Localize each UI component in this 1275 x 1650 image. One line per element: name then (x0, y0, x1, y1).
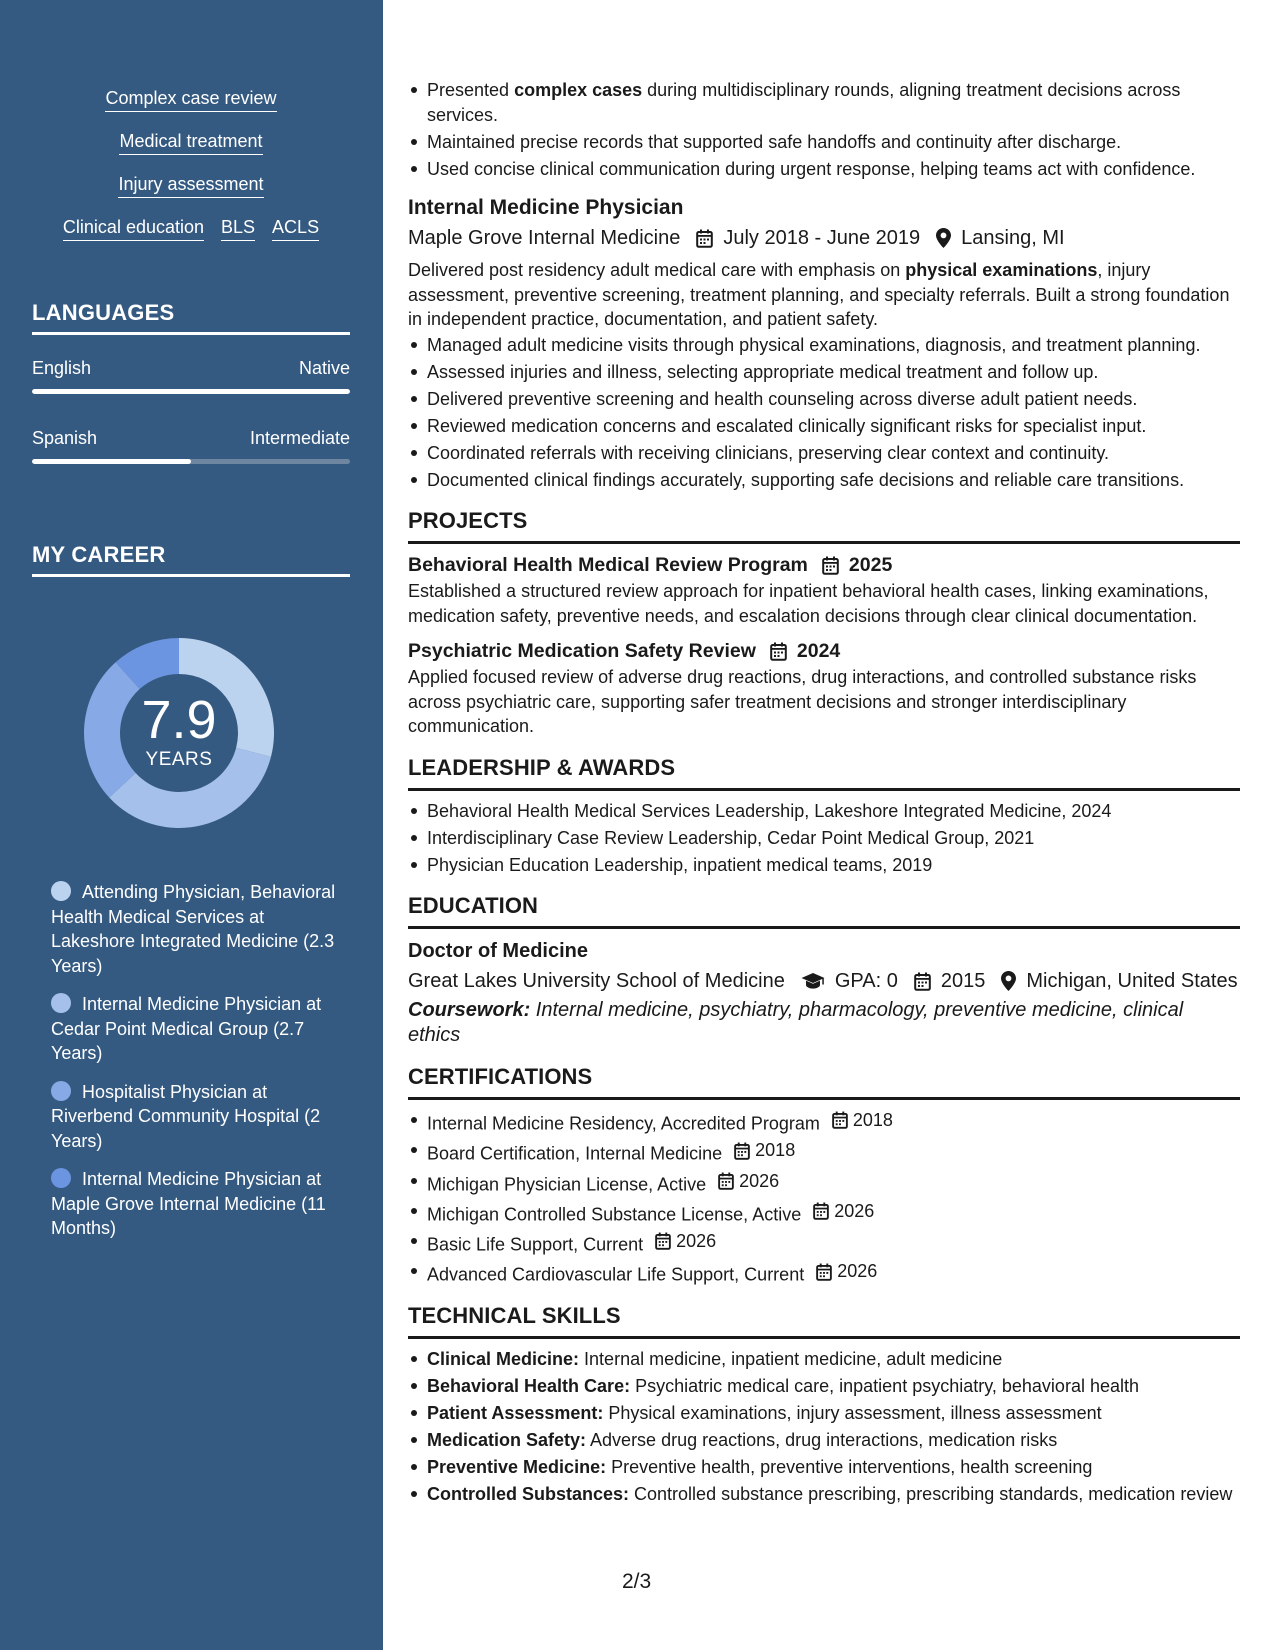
bullet-item: Maintained precise records that supported safe handoffs and continuity after discharge. (408, 130, 1240, 155)
award-item: Behavioral Health Medical Services Leadership, Lakeshore Integrated Medicine, 2024 (408, 799, 1240, 824)
skill-item: Clinical Medicine: Internal medicine, inpatient medicine, adult medicine (408, 1347, 1240, 1372)
career-total (66, 620, 292, 846)
career-total-value: 7.9 (141, 690, 217, 750)
graduation-cap-icon (801, 972, 825, 990)
awards-heading: LEADERSHIP & AWARDS (408, 754, 1240, 791)
language-row (32, 428, 350, 449)
school-name: Great Lakes University School of Medicine (408, 970, 785, 992)
career-item (51, 880, 341, 978)
certification-item: Basic Life Support, Current 2026 (408, 1229, 1240, 1257)
skill-item: Preventive Medicine: Preventive health, preventive interventions, health screening (408, 1455, 1240, 1480)
project-item (408, 638, 1240, 739)
projects-heading: PROJECTS (408, 507, 1240, 544)
career-list (51, 880, 341, 1255)
bullet-item: Managed adult medicine visits through physical examinations, diagnosis, and treatment planning. (408, 333, 1240, 358)
awards-list (408, 799, 1240, 878)
award-item: Interdisciplinary Case Review Leadership, Cedar Point Medical Group, 2021 (408, 826, 1240, 851)
bullet-item: Delivered preventive screening and health counseling across diverse adult patient needs. (408, 387, 1240, 412)
skill-item: Patient Assessment: Physical examinations, injury assessment, illness assessment (408, 1401, 1240, 1426)
location-pin-icon (1001, 971, 1016, 991)
certification-item: Internal Medicine Residency, Accredited Program 2018 (408, 1108, 1240, 1136)
skill-tag: Injury assessment (118, 172, 263, 198)
career-dot (51, 881, 71, 901)
language-name: English (32, 358, 92, 378)
language-proficiency-bar (32, 459, 350, 464)
project-year: 2024 (796, 640, 841, 662)
career-dot (51, 1081, 71, 1101)
page-number: 2/3 (622, 1570, 652, 1593)
skill-item: Medication Safety: Adverse drug reactions, drug interactions, medication risks (408, 1428, 1240, 1453)
education-meta (408, 966, 1240, 996)
skill-item: Controlled Substances: Controlled substance prescribing, prescribing standards, medication review (408, 1482, 1240, 1507)
language-proficiency-bar (32, 389, 350, 394)
project-item (408, 552, 1240, 628)
gpa: GPA: 0 (834, 970, 898, 992)
calendar-icon (822, 556, 839, 575)
calendar-icon (734, 1142, 750, 1160)
skill-row (32, 129, 350, 155)
project-title-row (408, 552, 1240, 579)
calendar-icon (770, 642, 787, 661)
language-level: Intermediate (249, 428, 350, 448)
job-meta (408, 223, 1240, 253)
certifications-list (408, 1108, 1240, 1287)
project-description: Applied focused review of adverse drug reactions, drug interactions, and controlled substance risks across psychiatric care, supporting safer treatment decisions and stronger interdisciplinary communication. (408, 667, 1197, 736)
skill-row (32, 215, 350, 241)
skill-tag: Clinical education (63, 215, 204, 241)
graduation-year: 2015 (940, 970, 986, 992)
calendar-icon (718, 1172, 734, 1190)
project-title-row (408, 638, 1240, 665)
skills-tags (32, 86, 350, 258)
previous-job-bullets (408, 78, 1240, 181)
career-item (51, 1080, 341, 1154)
project-date (770, 638, 840, 665)
calendar-icon (655, 1232, 671, 1250)
career-dot (51, 1168, 71, 1188)
language-level: Native (298, 358, 350, 378)
career-dot (51, 993, 71, 1013)
main-content (408, 78, 1240, 1509)
project-year: 2025 (848, 554, 893, 576)
certification-item: Advanced Cardiovascular Life Support, Current 2026 (408, 1259, 1240, 1287)
skill-item: Behavioral Health Care: Psychiatric medical care, inpatient psychiatry, behavioral health (408, 1374, 1240, 1399)
location-pin-icon (936, 228, 951, 248)
technical-skills-list (408, 1347, 1240, 1507)
career-heading: MY CAREER (32, 542, 350, 577)
language-proficiency-fill (32, 389, 350, 394)
career-item (51, 1167, 341, 1241)
career-item-text: Hospitalist Physician at Riverbend Community Hospital (2 Years) (51, 1081, 321, 1151)
calendar-icon (696, 229, 713, 248)
bullet-item: Used concise clinical communication during urgent response, helping teams act with confidence. (408, 157, 1240, 182)
career-item-text: Attending Physician, Behavioral Health Medical Services at Lakeshore Integrated Medicine (2.3 Years) (51, 882, 336, 976)
skill-row (32, 172, 350, 198)
certification-item: Michigan Physician License, Active 2026 (408, 1169, 1240, 1197)
language-proficiency-fill (32, 459, 191, 464)
skill-tag: BLS (221, 215, 255, 241)
language-row (32, 358, 350, 379)
career-item-text: Internal Medicine Physician at Maple Grove Internal Medicine (11 Months) (51, 1169, 326, 1238)
project-title: Behavioral Health Medical Review Program (408, 554, 808, 576)
skill-tag: Complex case review (105, 86, 276, 112)
education-heading: EDUCATION (408, 892, 1240, 929)
languages-heading: LANGUAGES (32, 300, 350, 335)
skill-row (32, 86, 350, 112)
bullet-item: Coordinated referrals with receiving clinicians, preserving clear context and continuity. (408, 441, 1240, 466)
skill-tag: ACLS (272, 215, 319, 241)
job-location: Lansing, MI (961, 227, 1065, 249)
job-company: Maple Grove Internal Medicine (408, 227, 681, 249)
certification-item: Michigan Controlled Substance License, Active 2026 (408, 1199, 1240, 1227)
sidebar (0, 0, 383, 1650)
career-item-text: Internal Medicine Physician at Cedar Point Medical Group (2.7 Years) (51, 994, 322, 1063)
calendar-icon (816, 1263, 832, 1281)
project-title: Psychiatric Medication Safety Review (408, 640, 756, 662)
language-name: Spanish (32, 428, 98, 448)
project-description: Established a structured review approach for inpatient behavioral health cases, linking examinations, medication safety, preventive needs, and escalation decisions through clear clinical documentation. (408, 581, 1209, 626)
skill-tag: Medical treatment (119, 129, 262, 155)
coursework: Coursework: Internal medicine, psychiatry, pharmacology, preventive medicine, clinical ethics (408, 999, 1184, 1046)
school-location: Michigan, United States (1026, 970, 1238, 992)
career-total-unit: YEARS (145, 749, 213, 770)
career-item (51, 992, 341, 1066)
certifications-heading: CERTIFICATIONS (408, 1063, 1240, 1100)
bullet-item: Reviewed medication concerns and escalated clinically significant risks for specialist input. (408, 414, 1240, 439)
bullet-item: Documented clinical findings accurately, supporting safe decisions and reliable care transitions. (408, 468, 1240, 493)
job-summary: Delivered post residency adult medical care with emphasis on physical examinations, injury assessment, preventive screening, treatment planning, and specialty referrals. Built a strong foundation in independent practice, documentation, and patient safety. (408, 260, 1230, 329)
job-bullets (408, 333, 1240, 493)
degree-title: Doctor of Medicine (408, 940, 589, 962)
project-date (822, 552, 892, 579)
job-title: Internal Medicine Physician (408, 196, 684, 219)
bullet-item: Presented complex cases during multidisciplinary rounds, aligning treatment decisions across services. (408, 78, 1240, 127)
bullet-item: Assessed injuries and illness, selecting appropriate medical treatment and follow up. (408, 360, 1240, 385)
calendar-icon (914, 972, 931, 991)
calendar-icon (813, 1202, 829, 1220)
certification-item: Board Certification, Internal Medicine 2018 (408, 1138, 1240, 1166)
technical-skills-heading: TECHNICAL SKILLS (408, 1302, 1240, 1339)
award-item: Physician Education Leadership, inpatient medical teams, 2019 (408, 853, 1240, 878)
job-dates: July 2018 - June 2019 (723, 227, 921, 249)
calendar-icon (832, 1111, 848, 1129)
